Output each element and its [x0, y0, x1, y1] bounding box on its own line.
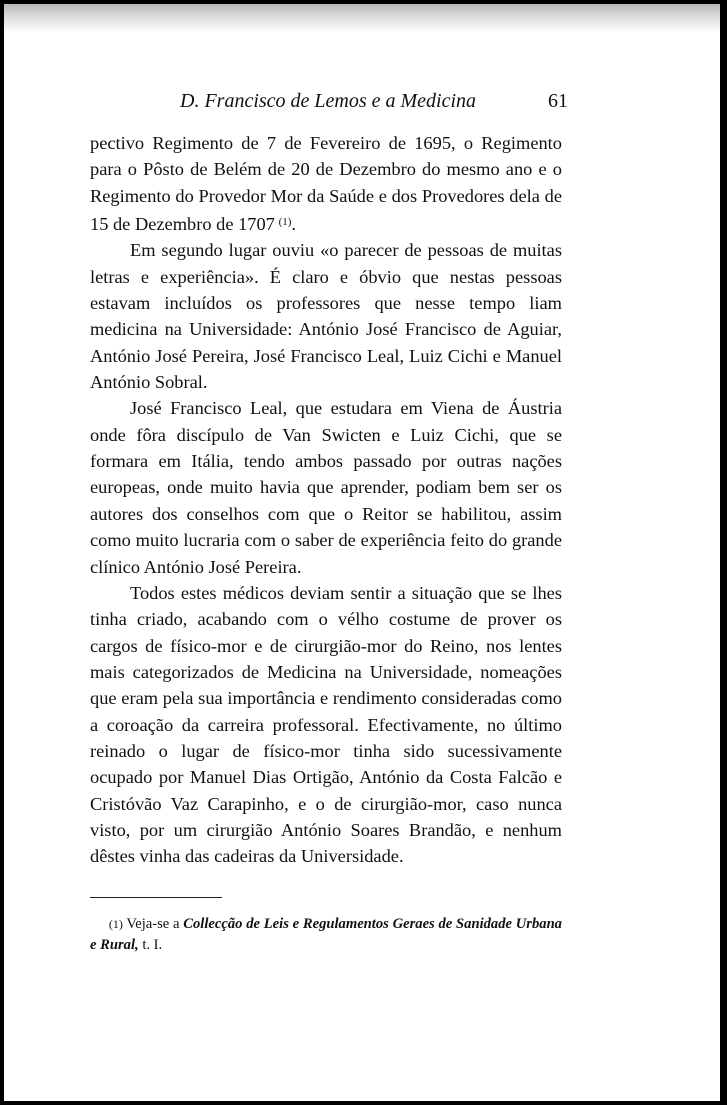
- footnote-reference: (1): [278, 216, 292, 229]
- body-text: [90, 130, 562, 870]
- footnote-divider: [90, 897, 222, 898]
- paragraph-4: Todos estes médicos deviam sentir a situação que se lhes tinha criado, acabando com o vélho costume de prover os cargos de físico-mor e de cirurgião-mor do Reino, nos lentes mais categorizados de Medicina na Universidade, nomeações que eram pela sua importância e rendimento consideradas como a coroação da carreira professoral. Efectivamente, no último reinado o lugar de físico-mor tinha sido sucessivamente ocupado por Manuel Dias Ortigão, António da Costa Falcão e Cristóvão Vaz Carapinho, e o de cirurgião-mor, caso nunca visto, por um cirurgião António Soares Brandão, e nenhum dêstes vinha das cadeiras da Universidade.: [90, 582, 562, 867]
- book-page: [4, 4, 720, 1101]
- footnote: [90, 914, 562, 956]
- paragraph-1-text: pectivo Regimento de 7 de Fevereiro de 1695, o Regimento para o Pôsto de Belém de 20 de Dezembro do mesmo ano e o Regimento do Provedor Mor da Saúde e dos Provedores dela de 15 de Dezembro de 1707: [90, 133, 562, 235]
- footnote-title: Collecção de Leis e Regulamentos Geraes de Sanidade Urbana e Rural,: [90, 916, 562, 953]
- page-number: 61: [548, 90, 568, 112]
- scan-shadow: [4, 4, 720, 32]
- paragraph-1: [90, 130, 562, 237]
- footnote-tail: t. I.: [142, 937, 163, 953]
- paragraph-2: Em segundo lugar ouviu «o parecer de pessoas de muitas letras e experiência». É claro e óbvio que nestas pessoas estavam incluídos os professores que nesse tempo liam medicina na Universidade: António José Francisco de Aguiar, António José Pereira, José Francisco Leal, Luiz Cichi e Manuel António Sobral.: [90, 240, 562, 393]
- paragraph-1-end: .: [291, 214, 296, 235]
- paragraph-3: José Francisco Leal, que estudara em Viena de Áustria onde fôra discípulo de Van Swicten e Luiz Cichi, que se formara em Itália, tendo ambos passado por outras nações europeas, onde muito havia que aprender, podiam bem ser os autores dos conselhos com que o Reitor se habilitou, assim como muito lucraria com o saber de experiência feito do grande clínico António José Pereira.: [90, 398, 562, 577]
- footnote-marker: (1): [108, 917, 123, 931]
- footnote-lead: Veja-se a: [126, 916, 180, 932]
- running-header: [4, 90, 720, 120]
- running-title: D. Francisco de Lemos e a Medicina: [180, 90, 477, 112]
